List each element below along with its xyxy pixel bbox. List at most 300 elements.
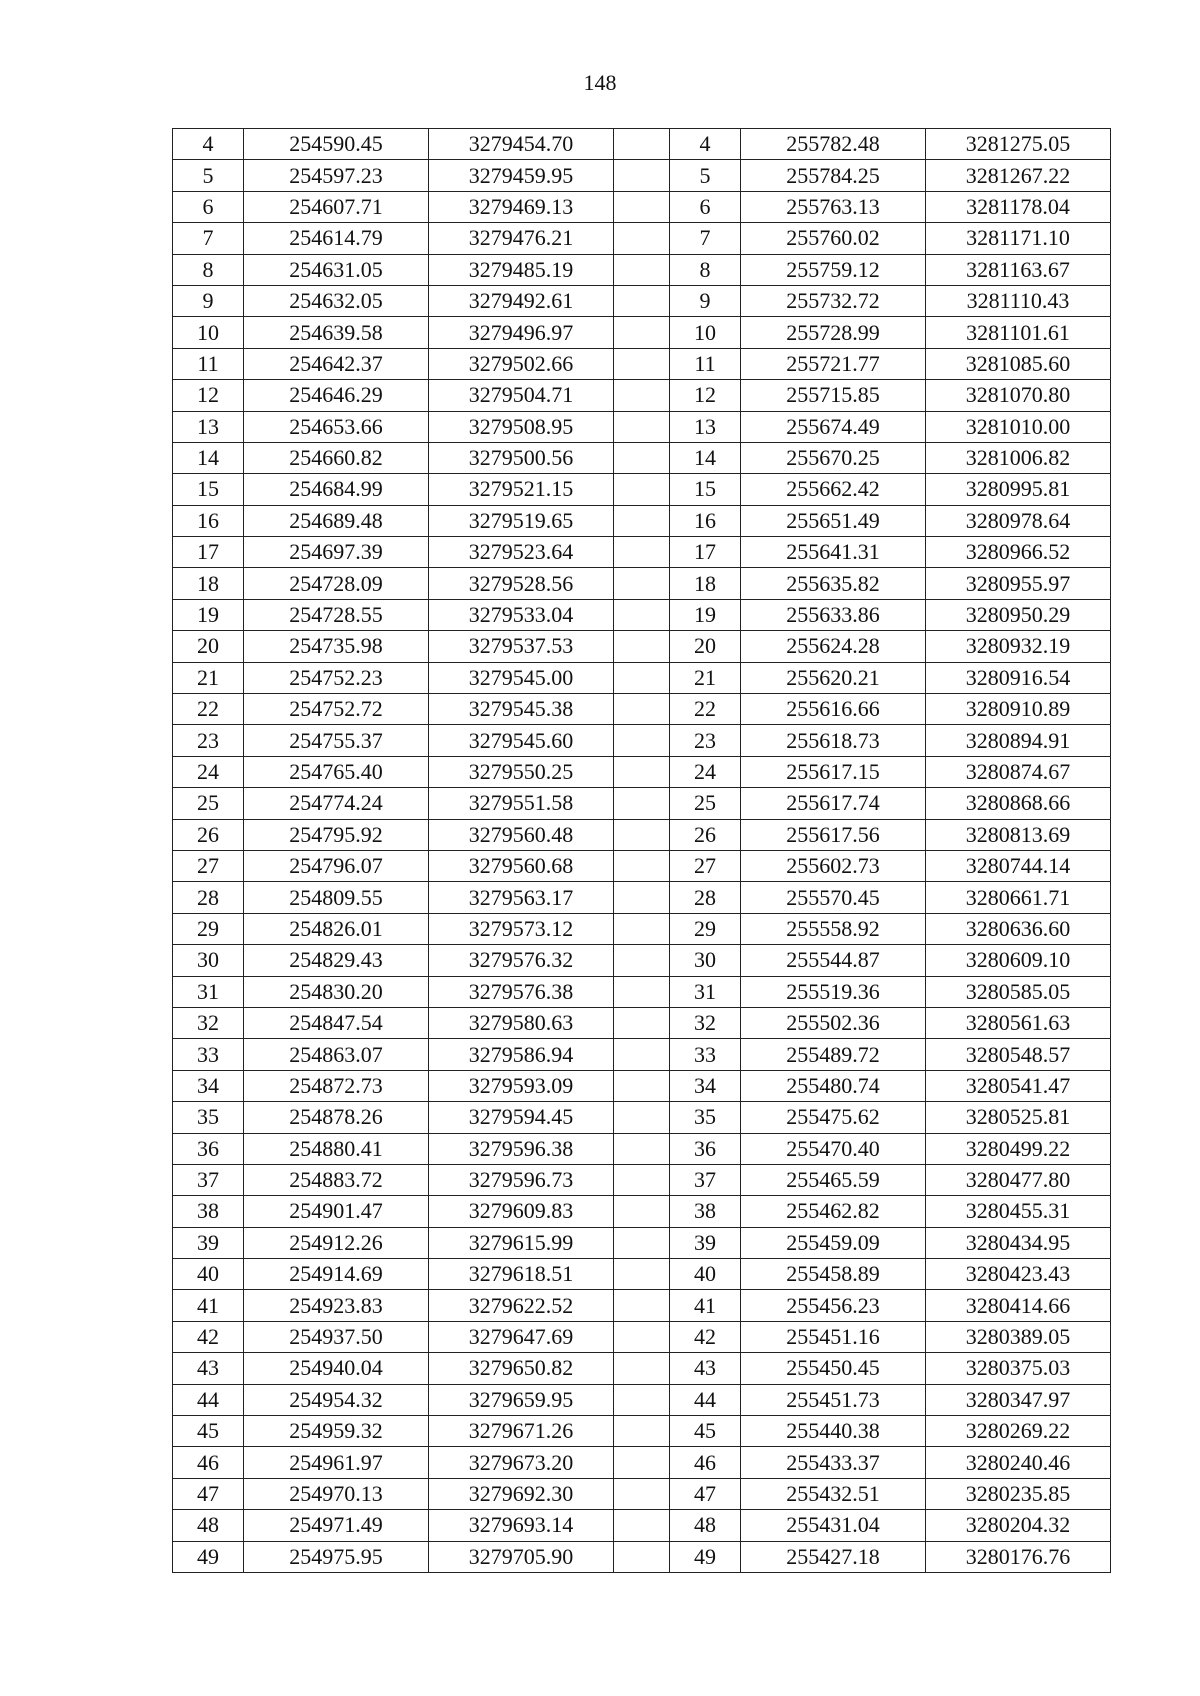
right-x-coordinate-cell: 255616.66 bbox=[741, 694, 926, 725]
spacer-cell bbox=[614, 631, 670, 662]
table-row bbox=[173, 945, 1111, 976]
right-x-coordinate-cell: 255431.04 bbox=[741, 1510, 926, 1541]
right-point-number-cell: 39 bbox=[670, 1227, 741, 1258]
table-row bbox=[173, 882, 1111, 913]
table-row bbox=[173, 1007, 1111, 1038]
left-y-coordinate-cell: 3279705.90 bbox=[429, 1541, 614, 1572]
left-x-coordinate-cell: 254912.26 bbox=[244, 1227, 429, 1258]
spacer-cell bbox=[614, 411, 670, 442]
right-x-coordinate-cell: 255470.40 bbox=[741, 1133, 926, 1164]
table-row bbox=[173, 537, 1111, 568]
table-row bbox=[173, 819, 1111, 850]
left-point-number-cell: 38 bbox=[173, 1196, 244, 1227]
right-point-number-cell: 19 bbox=[670, 599, 741, 630]
left-x-coordinate-cell: 254878.26 bbox=[244, 1102, 429, 1133]
spacer-cell bbox=[614, 537, 670, 568]
right-x-coordinate-cell: 255558.92 bbox=[741, 913, 926, 944]
left-y-coordinate-cell: 3279523.64 bbox=[429, 537, 614, 568]
left-point-number-cell: 43 bbox=[173, 1353, 244, 1384]
right-point-number-cell: 18 bbox=[670, 568, 741, 599]
left-x-coordinate-cell: 254880.41 bbox=[244, 1133, 429, 1164]
spacer-cell bbox=[614, 317, 670, 348]
left-x-coordinate-cell: 254752.72 bbox=[244, 694, 429, 725]
right-x-coordinate-cell: 255432.51 bbox=[741, 1478, 926, 1509]
right-point-number-cell: 42 bbox=[670, 1321, 741, 1352]
right-y-coordinate-cell: 3280894.91 bbox=[926, 725, 1111, 756]
left-point-number-cell: 18 bbox=[173, 568, 244, 599]
right-point-number-cell: 32 bbox=[670, 1007, 741, 1038]
right-x-coordinate-cell: 255450.45 bbox=[741, 1353, 926, 1384]
spacer-cell bbox=[614, 1478, 670, 1509]
right-point-number-cell: 31 bbox=[670, 976, 741, 1007]
left-point-number-cell: 44 bbox=[173, 1384, 244, 1415]
left-y-coordinate-cell: 3279576.38 bbox=[429, 976, 614, 1007]
left-y-coordinate-cell: 3279454.70 bbox=[429, 129, 614, 160]
table-row bbox=[173, 1259, 1111, 1290]
right-point-number-cell: 38 bbox=[670, 1196, 741, 1227]
left-y-coordinate-cell: 3279545.60 bbox=[429, 725, 614, 756]
right-y-coordinate-cell: 3280414.66 bbox=[926, 1290, 1111, 1321]
spacer-cell bbox=[614, 191, 670, 222]
spacer-cell bbox=[614, 160, 670, 191]
table-row bbox=[173, 1384, 1111, 1415]
right-x-coordinate-cell: 255784.25 bbox=[741, 160, 926, 191]
left-x-coordinate-cell: 254728.55 bbox=[244, 599, 429, 630]
right-y-coordinate-cell: 3280240.46 bbox=[926, 1447, 1111, 1478]
left-x-coordinate-cell: 254970.13 bbox=[244, 1478, 429, 1509]
left-point-number-cell: 4 bbox=[173, 129, 244, 160]
left-y-coordinate-cell: 3279650.82 bbox=[429, 1353, 614, 1384]
left-x-coordinate-cell: 254755.37 bbox=[244, 725, 429, 756]
left-y-coordinate-cell: 3279618.51 bbox=[429, 1259, 614, 1290]
table-row bbox=[173, 160, 1111, 191]
right-y-coordinate-cell: 3280874.67 bbox=[926, 756, 1111, 787]
left-x-coordinate-cell: 254607.71 bbox=[244, 191, 429, 222]
right-x-coordinate-cell: 255670.25 bbox=[741, 442, 926, 473]
left-point-number-cell: 17 bbox=[173, 537, 244, 568]
left-y-coordinate-cell: 3279502.66 bbox=[429, 348, 614, 379]
left-point-number-cell: 24 bbox=[173, 756, 244, 787]
spacer-cell bbox=[614, 882, 670, 913]
left-point-number-cell: 5 bbox=[173, 160, 244, 191]
right-y-coordinate-cell: 3280561.63 bbox=[926, 1007, 1111, 1038]
left-x-coordinate-cell: 254937.50 bbox=[244, 1321, 429, 1352]
right-y-coordinate-cell: 3280661.71 bbox=[926, 882, 1111, 913]
left-y-coordinate-cell: 3279545.38 bbox=[429, 694, 614, 725]
left-x-coordinate-cell: 254646.29 bbox=[244, 380, 429, 411]
left-x-coordinate-cell: 254632.05 bbox=[244, 285, 429, 316]
spacer-cell bbox=[614, 1541, 670, 1572]
left-point-number-cell: 47 bbox=[173, 1478, 244, 1509]
right-y-coordinate-cell: 3280636.60 bbox=[926, 913, 1111, 944]
left-point-number-cell: 6 bbox=[173, 191, 244, 222]
right-x-coordinate-cell: 255451.73 bbox=[741, 1384, 926, 1415]
right-x-coordinate-cell: 255620.21 bbox=[741, 662, 926, 693]
left-point-number-cell: 23 bbox=[173, 725, 244, 756]
spacer-cell bbox=[614, 1196, 670, 1227]
left-x-coordinate-cell: 254863.07 bbox=[244, 1039, 429, 1070]
right-x-coordinate-cell: 255651.49 bbox=[741, 505, 926, 536]
right-point-number-cell: 37 bbox=[670, 1164, 741, 1195]
right-point-number-cell: 16 bbox=[670, 505, 741, 536]
table-row bbox=[173, 1447, 1111, 1478]
spacer-cell bbox=[614, 1353, 670, 1384]
left-point-number-cell: 9 bbox=[173, 285, 244, 316]
right-x-coordinate-cell: 255760.02 bbox=[741, 223, 926, 254]
right-point-number-cell: 36 bbox=[670, 1133, 741, 1164]
spacer-cell bbox=[614, 254, 670, 285]
right-x-coordinate-cell: 255475.62 bbox=[741, 1102, 926, 1133]
left-point-number-cell: 42 bbox=[173, 1321, 244, 1352]
table-row bbox=[173, 694, 1111, 725]
right-point-number-cell: 26 bbox=[670, 819, 741, 850]
left-y-coordinate-cell: 3279519.65 bbox=[429, 505, 614, 536]
right-point-number-cell: 23 bbox=[670, 725, 741, 756]
left-point-number-cell: 36 bbox=[173, 1133, 244, 1164]
left-x-coordinate-cell: 254795.92 bbox=[244, 819, 429, 850]
right-point-number-cell: 40 bbox=[670, 1259, 741, 1290]
table-row bbox=[173, 505, 1111, 536]
right-y-coordinate-cell: 3280499.22 bbox=[926, 1133, 1111, 1164]
left-point-number-cell: 21 bbox=[173, 662, 244, 693]
left-point-number-cell: 29 bbox=[173, 913, 244, 944]
left-y-coordinate-cell: 3279550.25 bbox=[429, 756, 614, 787]
right-x-coordinate-cell: 255662.42 bbox=[741, 474, 926, 505]
right-y-coordinate-cell: 3280541.47 bbox=[926, 1070, 1111, 1101]
right-y-coordinate-cell: 3280434.95 bbox=[926, 1227, 1111, 1258]
spacer-cell bbox=[614, 1102, 670, 1133]
coordinate-table-body bbox=[173, 129, 1111, 1573]
table-row bbox=[173, 1416, 1111, 1447]
left-point-number-cell: 7 bbox=[173, 223, 244, 254]
table-row bbox=[173, 1039, 1111, 1070]
spacer-cell bbox=[614, 850, 670, 881]
left-point-number-cell: 32 bbox=[173, 1007, 244, 1038]
table-row bbox=[173, 474, 1111, 505]
spacer-cell bbox=[614, 505, 670, 536]
right-point-number-cell: 24 bbox=[670, 756, 741, 787]
left-point-number-cell: 46 bbox=[173, 1447, 244, 1478]
left-point-number-cell: 31 bbox=[173, 976, 244, 1007]
spacer-cell bbox=[614, 1227, 670, 1258]
right-point-number-cell: 15 bbox=[670, 474, 741, 505]
right-x-coordinate-cell: 255502.36 bbox=[741, 1007, 926, 1038]
right-y-coordinate-cell: 3280375.03 bbox=[926, 1353, 1111, 1384]
right-x-coordinate-cell: 255489.72 bbox=[741, 1039, 926, 1070]
right-x-coordinate-cell: 255456.23 bbox=[741, 1290, 926, 1321]
left-y-coordinate-cell: 3279469.13 bbox=[429, 191, 614, 222]
right-x-coordinate-cell: 255617.15 bbox=[741, 756, 926, 787]
spacer-cell bbox=[614, 380, 670, 411]
left-x-coordinate-cell: 254631.05 bbox=[244, 254, 429, 285]
left-y-coordinate-cell: 3279671.26 bbox=[429, 1416, 614, 1447]
right-x-coordinate-cell: 255633.86 bbox=[741, 599, 926, 630]
coordinate-table bbox=[172, 128, 1111, 1573]
left-point-number-cell: 14 bbox=[173, 442, 244, 473]
right-x-coordinate-cell: 255519.36 bbox=[741, 976, 926, 1007]
left-x-coordinate-cell: 254954.32 bbox=[244, 1384, 429, 1415]
spacer-cell bbox=[614, 129, 670, 160]
right-x-coordinate-cell: 255728.99 bbox=[741, 317, 926, 348]
right-x-coordinate-cell: 255451.16 bbox=[741, 1321, 926, 1352]
left-point-number-cell: 16 bbox=[173, 505, 244, 536]
right-x-coordinate-cell: 255635.82 bbox=[741, 568, 926, 599]
left-x-coordinate-cell: 254914.69 bbox=[244, 1259, 429, 1290]
left-y-coordinate-cell: 3279528.56 bbox=[429, 568, 614, 599]
table-row bbox=[173, 317, 1111, 348]
right-x-coordinate-cell: 255641.31 bbox=[741, 537, 926, 568]
right-x-coordinate-cell: 255480.74 bbox=[741, 1070, 926, 1101]
right-point-number-cell: 45 bbox=[670, 1416, 741, 1447]
left-y-coordinate-cell: 3279615.99 bbox=[429, 1227, 614, 1258]
spacer-cell bbox=[614, 913, 670, 944]
right-x-coordinate-cell: 255458.89 bbox=[741, 1259, 926, 1290]
left-point-number-cell: 15 bbox=[173, 474, 244, 505]
right-point-number-cell: 22 bbox=[670, 694, 741, 725]
left-x-coordinate-cell: 254830.20 bbox=[244, 976, 429, 1007]
right-point-number-cell: 35 bbox=[670, 1102, 741, 1133]
left-point-number-cell: 12 bbox=[173, 380, 244, 411]
left-point-number-cell: 27 bbox=[173, 850, 244, 881]
left-y-coordinate-cell: 3279459.95 bbox=[429, 160, 614, 191]
left-point-number-cell: 26 bbox=[173, 819, 244, 850]
table-row bbox=[173, 1510, 1111, 1541]
right-point-number-cell: 5 bbox=[670, 160, 741, 191]
table-row bbox=[173, 1321, 1111, 1352]
left-y-coordinate-cell: 3279545.00 bbox=[429, 662, 614, 693]
left-point-number-cell: 13 bbox=[173, 411, 244, 442]
table-row bbox=[173, 599, 1111, 630]
right-x-coordinate-cell: 255440.38 bbox=[741, 1416, 926, 1447]
table-row bbox=[173, 380, 1111, 411]
right-point-number-cell: 9 bbox=[670, 285, 741, 316]
right-y-coordinate-cell: 3281085.60 bbox=[926, 348, 1111, 379]
table-row bbox=[173, 756, 1111, 787]
right-x-coordinate-cell: 255602.73 bbox=[741, 850, 926, 881]
left-point-number-cell: 33 bbox=[173, 1039, 244, 1070]
right-x-coordinate-cell: 255617.56 bbox=[741, 819, 926, 850]
left-x-coordinate-cell: 254923.83 bbox=[244, 1290, 429, 1321]
left-x-coordinate-cell: 254614.79 bbox=[244, 223, 429, 254]
spacer-cell bbox=[614, 1384, 670, 1415]
spacer-cell bbox=[614, 599, 670, 630]
left-y-coordinate-cell: 3279560.48 bbox=[429, 819, 614, 850]
left-x-coordinate-cell: 254689.48 bbox=[244, 505, 429, 536]
right-y-coordinate-cell: 3280525.81 bbox=[926, 1102, 1111, 1133]
right-y-coordinate-cell: 3280548.57 bbox=[926, 1039, 1111, 1070]
left-point-number-cell: 49 bbox=[173, 1541, 244, 1572]
right-point-number-cell: 21 bbox=[670, 662, 741, 693]
left-y-coordinate-cell: 3279593.09 bbox=[429, 1070, 614, 1101]
right-y-coordinate-cell: 3280585.05 bbox=[926, 976, 1111, 1007]
left-y-coordinate-cell: 3279596.73 bbox=[429, 1164, 614, 1195]
left-y-coordinate-cell: 3279492.61 bbox=[429, 285, 614, 316]
right-y-coordinate-cell: 3281110.43 bbox=[926, 285, 1111, 316]
left-y-coordinate-cell: 3279693.14 bbox=[429, 1510, 614, 1541]
right-point-number-cell: 14 bbox=[670, 442, 741, 473]
right-x-coordinate-cell: 255674.49 bbox=[741, 411, 926, 442]
table-row bbox=[173, 1164, 1111, 1195]
left-x-coordinate-cell: 254765.40 bbox=[244, 756, 429, 787]
table-row bbox=[173, 913, 1111, 944]
left-point-number-cell: 45 bbox=[173, 1416, 244, 1447]
right-point-number-cell: 20 bbox=[670, 631, 741, 662]
left-y-coordinate-cell: 3279551.58 bbox=[429, 788, 614, 819]
table-row bbox=[173, 411, 1111, 442]
table-row bbox=[173, 662, 1111, 693]
left-y-coordinate-cell: 3279692.30 bbox=[429, 1478, 614, 1509]
spacer-cell bbox=[614, 662, 670, 693]
left-y-coordinate-cell: 3279576.32 bbox=[429, 945, 614, 976]
right-point-number-cell: 49 bbox=[670, 1541, 741, 1572]
left-point-number-cell: 37 bbox=[173, 1164, 244, 1195]
table-row bbox=[173, 442, 1111, 473]
left-y-coordinate-cell: 3279504.71 bbox=[429, 380, 614, 411]
table-row bbox=[173, 1196, 1111, 1227]
left-point-number-cell: 41 bbox=[173, 1290, 244, 1321]
right-y-coordinate-cell: 3280477.80 bbox=[926, 1164, 1111, 1195]
left-point-number-cell: 8 bbox=[173, 254, 244, 285]
right-y-coordinate-cell: 3280955.97 bbox=[926, 568, 1111, 599]
left-y-coordinate-cell: 3279496.97 bbox=[429, 317, 614, 348]
spacer-cell bbox=[614, 1259, 670, 1290]
left-point-number-cell: 28 bbox=[173, 882, 244, 913]
right-x-coordinate-cell: 255570.45 bbox=[741, 882, 926, 913]
right-y-coordinate-cell: 3280966.52 bbox=[926, 537, 1111, 568]
right-y-coordinate-cell: 3281006.82 bbox=[926, 442, 1111, 473]
left-point-number-cell: 30 bbox=[173, 945, 244, 976]
right-y-coordinate-cell: 3281101.61 bbox=[926, 317, 1111, 348]
right-y-coordinate-cell: 3281178.04 bbox=[926, 191, 1111, 222]
left-x-coordinate-cell: 254697.39 bbox=[244, 537, 429, 568]
left-y-coordinate-cell: 3279537.53 bbox=[429, 631, 614, 662]
left-point-number-cell: 34 bbox=[173, 1070, 244, 1101]
left-y-coordinate-cell: 3279476.21 bbox=[429, 223, 614, 254]
table-row bbox=[173, 191, 1111, 222]
left-x-coordinate-cell: 254653.66 bbox=[244, 411, 429, 442]
right-y-coordinate-cell: 3280916.54 bbox=[926, 662, 1111, 693]
left-x-coordinate-cell: 254961.97 bbox=[244, 1447, 429, 1478]
right-y-coordinate-cell: 3280950.29 bbox=[926, 599, 1111, 630]
left-x-coordinate-cell: 254971.49 bbox=[244, 1510, 429, 1541]
right-x-coordinate-cell: 255618.73 bbox=[741, 725, 926, 756]
right-point-number-cell: 6 bbox=[670, 191, 741, 222]
table-row bbox=[173, 1353, 1111, 1384]
right-point-number-cell: 11 bbox=[670, 348, 741, 379]
spacer-cell bbox=[614, 725, 670, 756]
spacer-cell bbox=[614, 348, 670, 379]
left-y-coordinate-cell: 3279580.63 bbox=[429, 1007, 614, 1038]
spacer-cell bbox=[614, 1133, 670, 1164]
spacer-cell bbox=[614, 442, 670, 473]
table-row bbox=[173, 1290, 1111, 1321]
left-x-coordinate-cell: 254975.95 bbox=[244, 1541, 429, 1572]
right-x-coordinate-cell: 255624.28 bbox=[741, 631, 926, 662]
spacer-cell bbox=[614, 1039, 670, 1070]
right-point-number-cell: 12 bbox=[670, 380, 741, 411]
left-x-coordinate-cell: 254809.55 bbox=[244, 882, 429, 913]
table-row bbox=[173, 1070, 1111, 1101]
right-x-coordinate-cell: 255782.48 bbox=[741, 129, 926, 160]
right-x-coordinate-cell: 255459.09 bbox=[741, 1227, 926, 1258]
table-row bbox=[173, 1227, 1111, 1258]
right-point-number-cell: 33 bbox=[670, 1039, 741, 1070]
spacer-cell bbox=[614, 1290, 670, 1321]
right-y-coordinate-cell: 3280868.66 bbox=[926, 788, 1111, 819]
table-row bbox=[173, 1541, 1111, 1572]
table-row bbox=[173, 1102, 1111, 1133]
left-x-coordinate-cell: 254639.58 bbox=[244, 317, 429, 348]
right-point-number-cell: 48 bbox=[670, 1510, 741, 1541]
spacer-cell bbox=[614, 694, 670, 725]
spacer-cell bbox=[614, 223, 670, 254]
right-y-coordinate-cell: 3280176.76 bbox=[926, 1541, 1111, 1572]
left-y-coordinate-cell: 3279622.52 bbox=[429, 1290, 614, 1321]
right-point-number-cell: 47 bbox=[670, 1478, 741, 1509]
right-point-number-cell: 27 bbox=[670, 850, 741, 881]
right-y-coordinate-cell: 3281267.22 bbox=[926, 160, 1111, 191]
right-x-coordinate-cell: 255433.37 bbox=[741, 1447, 926, 1478]
table-row bbox=[173, 348, 1111, 379]
spacer-cell bbox=[614, 1070, 670, 1101]
right-point-number-cell: 44 bbox=[670, 1384, 741, 1415]
page-number: 148 bbox=[583, 70, 617, 95]
table-row bbox=[173, 285, 1111, 316]
spacer-cell bbox=[614, 568, 670, 599]
left-y-coordinate-cell: 3279573.12 bbox=[429, 913, 614, 944]
right-point-number-cell: 25 bbox=[670, 788, 741, 819]
left-x-coordinate-cell: 254660.82 bbox=[244, 442, 429, 473]
right-y-coordinate-cell: 3280995.81 bbox=[926, 474, 1111, 505]
left-x-coordinate-cell: 254847.54 bbox=[244, 1007, 429, 1038]
spacer-cell bbox=[614, 474, 670, 505]
left-point-number-cell: 39 bbox=[173, 1227, 244, 1258]
table-row bbox=[173, 976, 1111, 1007]
right-point-number-cell: 8 bbox=[670, 254, 741, 285]
left-y-coordinate-cell: 3279500.56 bbox=[429, 442, 614, 473]
left-point-number-cell: 11 bbox=[173, 348, 244, 379]
right-y-coordinate-cell: 3280744.14 bbox=[926, 850, 1111, 881]
table-row bbox=[173, 1133, 1111, 1164]
left-y-coordinate-cell: 3279586.94 bbox=[429, 1039, 614, 1070]
right-y-coordinate-cell: 3281171.10 bbox=[926, 223, 1111, 254]
spacer-cell bbox=[614, 1164, 670, 1195]
right-point-number-cell: 7 bbox=[670, 223, 741, 254]
right-y-coordinate-cell: 3280978.64 bbox=[926, 505, 1111, 536]
left-point-number-cell: 35 bbox=[173, 1102, 244, 1133]
table-row bbox=[173, 568, 1111, 599]
left-x-coordinate-cell: 254959.32 bbox=[244, 1416, 429, 1447]
left-x-coordinate-cell: 254684.99 bbox=[244, 474, 429, 505]
right-y-coordinate-cell: 3280455.31 bbox=[926, 1196, 1111, 1227]
left-x-coordinate-cell: 254829.43 bbox=[244, 945, 429, 976]
left-x-coordinate-cell: 254774.24 bbox=[244, 788, 429, 819]
spacer-cell bbox=[614, 819, 670, 850]
right-x-coordinate-cell: 255721.77 bbox=[741, 348, 926, 379]
left-x-coordinate-cell: 254883.72 bbox=[244, 1164, 429, 1195]
right-y-coordinate-cell: 3280389.05 bbox=[926, 1321, 1111, 1352]
right-x-coordinate-cell: 255617.74 bbox=[741, 788, 926, 819]
left-x-coordinate-cell: 254940.04 bbox=[244, 1353, 429, 1384]
left-x-coordinate-cell: 254735.98 bbox=[244, 631, 429, 662]
left-point-number-cell: 22 bbox=[173, 694, 244, 725]
table-row bbox=[173, 725, 1111, 756]
right-x-coordinate-cell: 255465.59 bbox=[741, 1164, 926, 1195]
spacer-cell bbox=[614, 1007, 670, 1038]
left-x-coordinate-cell: 254826.01 bbox=[244, 913, 429, 944]
spacer-cell bbox=[614, 1510, 670, 1541]
table-row bbox=[173, 850, 1111, 881]
